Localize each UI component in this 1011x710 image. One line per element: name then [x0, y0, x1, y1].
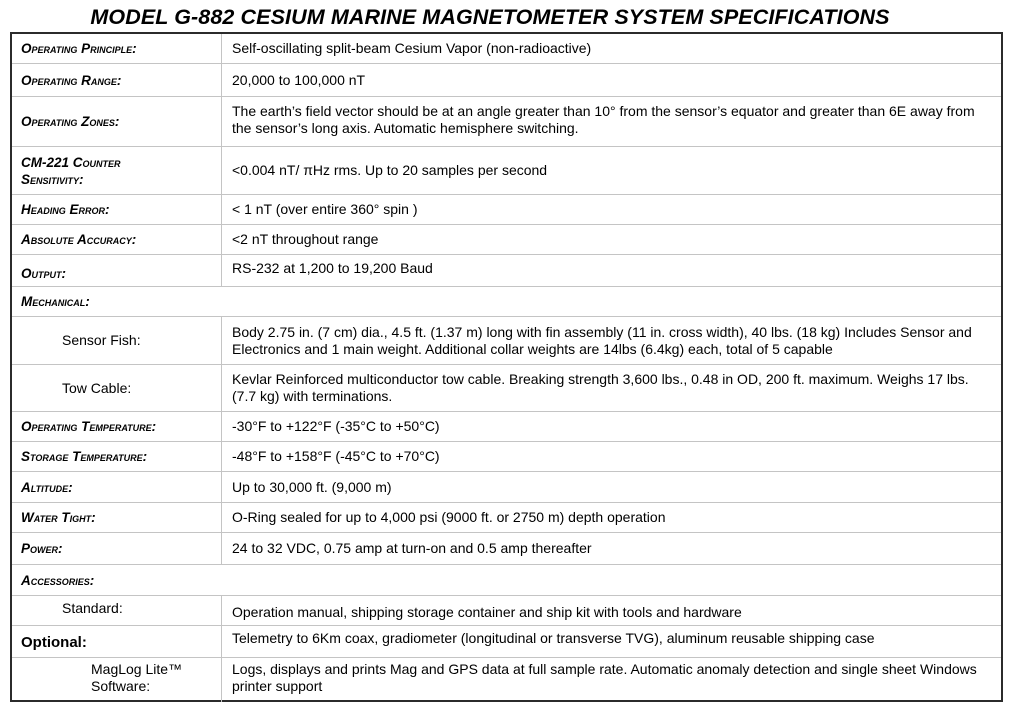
spec-value: -48°F to +158°F (-45°C to +70°C)	[232, 448, 440, 464]
spec-label: Altitude:	[12, 472, 222, 502]
spec-value: -30°F to +122°F (-35°C to +50°C)	[232, 418, 440, 434]
table-row-operating-principle	[12, 34, 1001, 63]
section-label: Accessories:	[21, 572, 95, 588]
spec-value: Logs, displays and prints Mag and GPS data at full sample rate. Automatic anomaly detection and single sheet Windows printer support	[232, 661, 977, 694]
spec-label-line1: CM-221 Counter	[21, 154, 121, 170]
table-row-operating-temperature	[12, 411, 1001, 441]
spec-value: Self-oscillating split-beam Cesium Vapor (non-radioactive)	[232, 40, 592, 56]
table-row-counter-sensitivity	[12, 146, 1001, 194]
spec-label: Operating Temperature:	[12, 412, 222, 441]
document-title: MODEL G-882 CESIUM MARINE MAGNETOMETER SYSTEM SPECIFICATIONS	[90, 5, 890, 29]
table-row-accessories-section	[12, 564, 1001, 595]
spec-label: Tow Cable:	[12, 365, 222, 411]
spec-value: RS-232 at 1,200 to 19,200 Baud	[232, 260, 433, 276]
spec-value: Up to 30,000 ft. (9,000 m)	[232, 478, 392, 495]
spec-label: Power:	[12, 533, 222, 564]
spec-label: Heading Error:	[12, 195, 222, 224]
spec-value: Operation manual, shipping storage container and ship kit with tools and hardware	[232, 604, 742, 620]
spec-value: Kevlar Reinforced multiconductor tow cable. Breaking strength 3,600 lbs., 0.48 in OD, 200 ft. maximum. Weighs 17 lbs. (7.7 kg) with terminations.	[232, 371, 969, 404]
table-row-output	[12, 254, 1001, 286]
table-row-standard	[12, 595, 1001, 625]
table-row-altitude	[12, 471, 1001, 502]
spec-label-line2: Software:	[91, 678, 151, 694]
spec-label: Absolute Accuracy:	[12, 225, 222, 254]
spec-value: 24 to 32 VDC, 0.75 amp at turn-on and 0.5 amp thereafter	[232, 540, 592, 556]
spec-value: 20,000 to 100,000 nT	[232, 71, 366, 88]
spec-label: Sensor Fish:	[12, 317, 222, 364]
spec-value: <0.004 nT/ πHz rms. Up to 20 samples per second	[232, 162, 548, 178]
spec-value: Telemetry to 6Km coax, gradiometer (longitudinal or transverse TVG), aluminum reusable shipping case	[232, 630, 875, 646]
spec-label: Operating Range:	[12, 64, 222, 96]
table-row-operating-range	[12, 63, 1001, 96]
table-row-tow-cable	[12, 364, 1001, 411]
spec-value: Body 2.75 in. (7 cm) dia., 4.5 ft. (1.37 m) long with fin assembly (11 in. cross width), 40 lbs. (18 kg) Includes Sensor and Electronics and 1 main weight. Additional collar weights are 14lbs (6.4kg) each, total of 5 capable	[232, 323, 972, 357]
spec-label: Standard:	[12, 596, 222, 625]
table-row-water-tight	[12, 502, 1001, 532]
spec-label-line2: Sensitivity:	[21, 171, 84, 187]
spec-label	[12, 658, 222, 702]
spec-label	[12, 147, 222, 194]
spec-label: Optional:	[12, 626, 222, 657]
spec-value: O-Ring sealed for up to 4,000 psi (9000 ft. or 2750 m) depth operation	[232, 509, 666, 525]
table-row-mechanical-section	[12, 286, 1001, 316]
spec-label: Operating Principle:	[12, 34, 222, 63]
spec-value: < 1 nT (over entire 360° spin )	[232, 201, 418, 217]
specifications-table	[10, 32, 1003, 702]
spec-label: Operating Zones:	[12, 97, 222, 146]
spec-value: <2 nT throughout range	[232, 231, 379, 247]
table-row-optional	[12, 625, 1001, 657]
table-row-sensor-fish	[12, 316, 1001, 364]
table-row-operating-zones	[12, 96, 1001, 146]
table-row-power	[12, 532, 1001, 564]
table-row-maglog-software	[12, 657, 1001, 702]
table-row-absolute-accuracy	[12, 224, 1001, 254]
spec-value: The earth’s field vector should be at an angle greater than 10° from the sensor’s equator and greater than 6E away from the sensor’s long axis. Automatic hemisphere switching.	[232, 103, 975, 136]
spec-label: Output:	[12, 255, 222, 286]
table-row-storage-temperature	[12, 441, 1001, 471]
section-label: Mechanical:	[21, 294, 90, 309]
spec-label-line1: MagLog Lite™	[91, 661, 183, 677]
spec-label: Water Tight:	[12, 503, 222, 532]
table-row-heading-error	[12, 194, 1001, 224]
spec-label: Storage Temperature:	[12, 442, 222, 471]
